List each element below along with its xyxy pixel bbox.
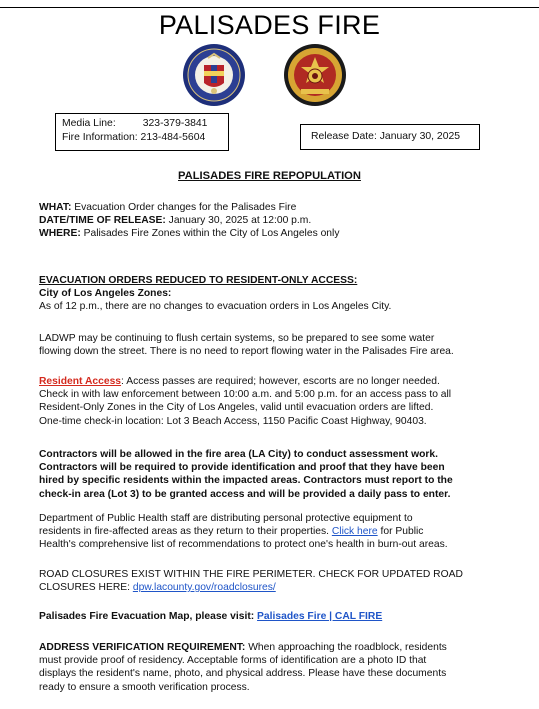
what-label: WHAT:	[39, 202, 72, 213]
address-verification-line: displays the resident's name, photo, and physical address. Please have these documents	[39, 668, 447, 680]
road-closures-block	[39, 568, 509, 594]
media-line-phone: 323-379-3841	[142, 118, 208, 129]
address-verification-block	[39, 641, 509, 694]
fire-info-row	[62, 131, 228, 145]
public-health-line: residents in fire-affected areas as they return to their properties.	[39, 526, 332, 538]
evac-map-block	[39, 610, 509, 623]
summary-block	[39, 201, 509, 241]
city-seal-icon	[182, 43, 246, 107]
page-title: PALISADES FIRE	[158, 10, 381, 40]
media-contact-box	[55, 113, 229, 151]
road-closures-line: ROAD CLOSURES EXIST WITHIN THE FIRE PERIMETER. CHECK FOR UPDATED ROAD	[39, 569, 463, 580]
contractors-line: hired by specific residents within the impacted areas. Contractors must report to the	[39, 475, 453, 487]
what-text: Evacuation Order changes for the Palisades Fire	[71, 202, 297, 213]
cal-fire-link[interactable]: Palisades Fire | CAL FIRE	[257, 611, 383, 622]
road-closures-link[interactable]: dpw.lacounty.gov/roadclosures/	[132, 582, 276, 594]
address-verification-label: ADDRESS VERIFICATION REQUIREMENT:	[39, 642, 246, 653]
address-verification-line: ready to ensure a smooth verification process.	[39, 681, 250, 693]
resident-access-line: : Access passes are required; however, escorts are no longer needed.	[121, 376, 440, 387]
resident-access-line: Resident-Only Zones in the City of Los Angeles, valid until evacuation orders are lifted.	[39, 402, 434, 414]
where-label: WHERE:	[39, 228, 81, 240]
evacuation-heading: EVACUATION ORDERS REDUCED TO RESIDENT-ONLY ACCESS:	[39, 275, 358, 286]
ladwp-block	[39, 332, 509, 358]
public-health-line: Department of Public Health staff are distributing personal protective equipment to	[39, 513, 413, 524]
fire-info-label: Fire Information:	[62, 132, 138, 143]
address-verification-line: When approaching the roadblock, residents	[245, 642, 447, 653]
public-health-line: Health's comprehensive list of recommendations to protect one's health in burn-out areas.	[39, 539, 448, 551]
media-line-row	[62, 117, 228, 131]
top-rule	[0, 7, 539, 8]
ladwp-line: flowing down the street. There is no need to report flowing water in the Palisades Fire area.	[39, 346, 454, 358]
resident-access-line: Check in with law enforcement between 10:00 a.m. and 5:00 p.m. for an access pass to all	[39, 389, 452, 401]
datetime-text: January 30, 2025 at 12:00 p.m.	[165, 215, 312, 227]
contractors-line: check-in area (Lot 3) to be granted access and will be provided a daily pass to enter.	[39, 488, 451, 500]
contractors-line: Contractors will be required to provide identification and proof that they have been	[39, 462, 445, 474]
public-health-block	[39, 512, 509, 552]
media-line-label: Media Line:	[62, 118, 116, 129]
fire-info-phone: 213-484-5604	[140, 132, 206, 143]
contractors-block	[39, 448, 509, 501]
release-date: Release Date: January 30, 2025	[311, 131, 461, 142]
evacuation-block	[39, 274, 509, 314]
release-date-box	[300, 124, 480, 150]
road-closures-line: CLOSURES HERE:	[39, 582, 133, 594]
contractors-line: Contractors will be allowed in the fire area (LA City) to conduct assessment work.	[39, 449, 438, 460]
where-text: Palisades Fire Zones within the City of Los Angeles only	[80, 228, 340, 240]
city-zones-label: City of Los Angeles Zones:	[39, 288, 172, 300]
datetime-label: DATE/TIME OF RELEASE:	[39, 215, 166, 227]
lafd-seal-icon	[283, 43, 347, 107]
section-heading: PALISADES FIRE REPOPULATION	[178, 170, 361, 182]
resident-access-link[interactable]: Resident Access	[39, 376, 122, 387]
public-health-line: for Public	[377, 526, 424, 538]
address-verification-line: must provide proof of residency. Acceptable forms of identification are a photo ID that	[39, 655, 427, 667]
ladwp-line: LADWP may be continuing to flush certain systems, so be prepared to see some water	[39, 333, 435, 344]
resident-access-block	[39, 375, 509, 428]
click-here-link[interactable]: Click here	[331, 526, 378, 538]
resident-access-line: One-time check-in location: Lot 3 Beach Access, 1150 Pacific Coast Highway, 90403.	[39, 415, 427, 427]
city-zones-text: As of 12 p.m., there are no changes to evacuation orders in Los Angeles City.	[39, 301, 392, 313]
evac-map-text: Palisades Fire Evacuation Map, please visit:	[39, 611, 258, 622]
